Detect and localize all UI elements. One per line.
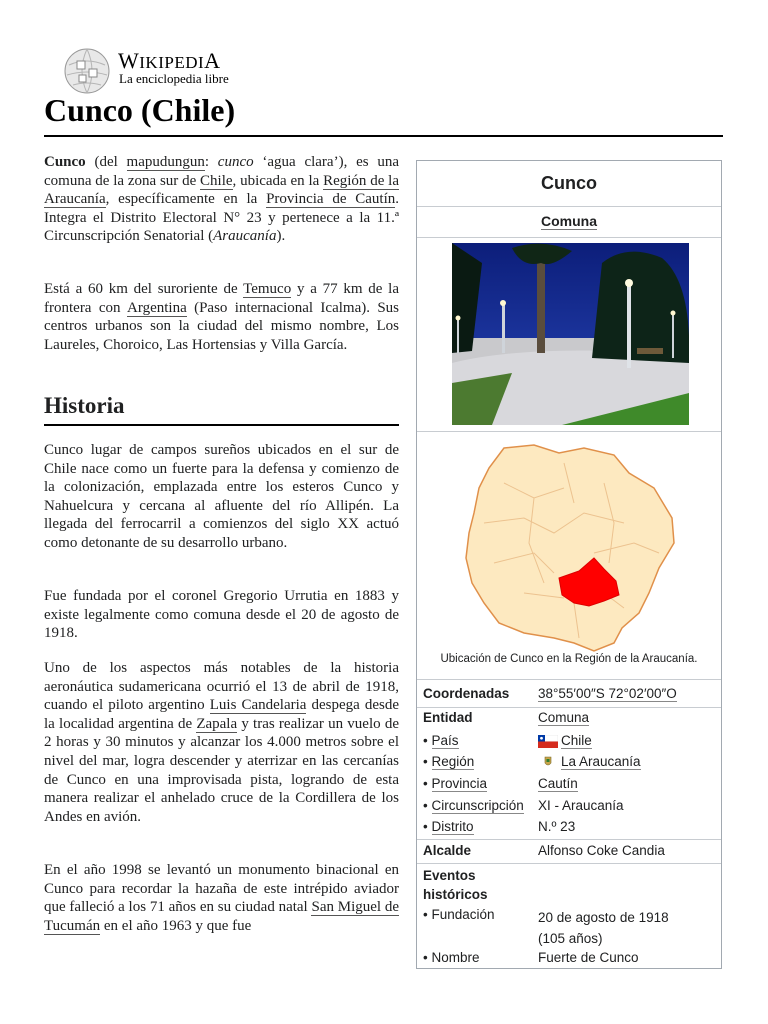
label-pais xyxy=(423,733,459,748)
paragraph-text: (del xyxy=(85,154,127,170)
infobox-subtitle-link[interactable]: Comuna xyxy=(541,213,597,229)
value-pais xyxy=(538,733,592,748)
paragraph-text: Uno de los aspectos más notables de la historia aeronáutica sudamericana ocurrió el 13 de abril de 1918, cuando el piloto argentino xyxy=(44,660,399,714)
wikipedia-globe-icon[interactable] xyxy=(63,47,111,95)
bullet: • xyxy=(423,776,428,791)
history-paragraph-2 xyxy=(44,587,399,643)
label-nombre-text: Nombre xyxy=(431,950,480,965)
article-link[interactable]: Argentina xyxy=(127,299,187,316)
wordmark-a: A xyxy=(204,48,221,73)
history-paragraph-1 xyxy=(44,441,399,553)
paragraph-text: ). xyxy=(276,228,286,245)
bullet: • xyxy=(423,754,428,769)
row-divider xyxy=(417,839,721,840)
article-link[interactable]: San Miguel de Tucumán xyxy=(44,899,399,934)
value-provincia[interactable]: Cautín xyxy=(538,776,578,791)
article-link[interactable]: Temuco xyxy=(243,281,292,297)
map-caption: Ubicación de Cunco en la Región de la Araucanía. xyxy=(440,653,698,665)
link-circunscripcion[interactable]: Circunscripción xyxy=(431,798,524,813)
bullet: • xyxy=(423,950,428,965)
label-entidad: Entidad xyxy=(423,710,473,725)
link-distrito[interactable]: Distrito xyxy=(431,819,474,834)
value-region xyxy=(538,754,641,769)
label-alcalde: Alcalde xyxy=(423,843,472,858)
article-link[interactable]: Zapala xyxy=(196,715,238,732)
link-pais[interactable]: País xyxy=(431,733,459,748)
wordmark-w: W xyxy=(118,48,140,73)
value-fundacion xyxy=(538,907,669,949)
value-coordenadas[interactable]: 38°55′00″S 72°02′00″O xyxy=(538,686,677,701)
article-link[interactable]: Región de la Araucanía xyxy=(44,172,399,208)
araucania-coat-icon xyxy=(538,755,558,769)
paragraph-text: En el año 1998 se levantó un monumento binacional en Cunco para recordar la hazaña de este intrépido aviador que falleció a los 71 años en su ciudad natal xyxy=(44,862,399,916)
link-provincia[interactable]: Provincia xyxy=(431,776,488,791)
label-distrito xyxy=(423,819,474,834)
section-heading-historia: Historia xyxy=(44,393,125,418)
bold-term: Cunco xyxy=(44,154,86,170)
value-fundacion-age: (105 años) xyxy=(538,931,603,946)
infobox-divider xyxy=(417,431,721,432)
page-title: Cunco (Chile) xyxy=(44,92,236,128)
bullet: • xyxy=(423,907,428,922)
label-coordenadas: Coordenadas xyxy=(423,686,510,701)
infobox-title: Cunco xyxy=(417,161,721,207)
label-eventos-2: históricos xyxy=(423,887,488,902)
wordmark-mid: IKIPEDI xyxy=(139,53,205,72)
paragraph-text: Está a 60 km del suroriente de xyxy=(44,281,244,297)
label-fundacion xyxy=(423,907,495,922)
history-paragraph-4 xyxy=(44,861,399,935)
label-eventos-1: Eventos xyxy=(423,868,476,883)
value-nombre: Fuerte de Cunco xyxy=(538,950,639,965)
paragraph-text: despega desde la localidad argentina de xyxy=(44,697,399,732)
paragraph-text: , específicamente en la xyxy=(105,191,267,208)
link-region[interactable]: Región xyxy=(431,754,475,769)
chile-flag-icon xyxy=(538,735,558,748)
paragraph-text: Fue fundada por el coronel Gregorio Urrutia en 1883 y existe legalmente como comuna desde el 20 de agosto de 1918. xyxy=(44,588,399,642)
intro-paragraph xyxy=(44,153,399,246)
paragraph-text: . Integra el Distrito Electoral N° 23 y pertenece a la 11.ª Circunscripción Senatorial ( xyxy=(44,191,399,245)
value-circunscripcion: XI - Araucanía xyxy=(538,798,624,813)
label-circunscripcion xyxy=(423,798,524,813)
value-alcalde: Alfonso Coke Candia xyxy=(538,843,665,858)
infobox-subtitle xyxy=(417,207,721,238)
paragraph-text: , ubicada en la xyxy=(232,172,324,189)
label-provincia xyxy=(423,776,487,791)
infobox xyxy=(416,160,722,969)
label-fundacion-text: Fundación xyxy=(431,907,495,922)
paragraph-text: (Paso internacional Icalma). Sus centros urbanos son la ciudad del mismo nombre, Los Laureles, Choroico, Las Hortensias y Villa García. xyxy=(44,299,399,353)
article-link[interactable]: Luis Candelaria xyxy=(209,697,307,714)
paragraph-text: y a 77 km de la frontera con xyxy=(44,281,400,316)
paragraph-text: ‘agua clara’), es una comuna de la zona sur de xyxy=(44,154,400,189)
location-paragraph xyxy=(44,280,399,354)
article-link[interactable]: mapudungun xyxy=(126,154,205,170)
article-link[interactable]: Chile xyxy=(200,172,233,189)
paragraph-text: Cunco lugar de campos sureños ubicados en el sur de Chile nace como un fuerte para la defensa y comienzo de la colonización, emplazada entre los esteros Cunco y Nahuelcura y cercana al afluente del río Allipén. La llegada del ferrocarril a comienzos del siglo XX actuó como detonante de su desarrollo urbano. xyxy=(44,442,399,551)
wikipedia-tagline: La enciclopedia libre xyxy=(119,71,229,86)
italic-term: cunco xyxy=(217,154,254,170)
label-nombre xyxy=(423,950,480,965)
locator-map[interactable] xyxy=(464,443,678,653)
bullet: • xyxy=(423,819,428,834)
row-divider xyxy=(417,707,721,708)
paragraph-text: : xyxy=(204,154,218,170)
paragraph-text: y tras realizar un vuelo de 2 horas y 30 minutos y alcanzar los 4.000 metros sobre el nivel del mar, logra descender y aterrizar en las cercanías de Cunco en una improvisada pista, logrando de esta manera realizar el anhelado cruce de la Cordillera de los Andes en avión. xyxy=(44,715,399,825)
value-distrito: N.º 23 xyxy=(538,819,576,834)
label-region xyxy=(423,754,474,769)
town-plaza-photo[interactable] xyxy=(452,243,689,425)
history-paragraph-3 xyxy=(44,659,399,826)
link-chile[interactable]: Chile xyxy=(561,733,592,748)
row-divider xyxy=(417,863,721,864)
section-divider xyxy=(44,424,399,426)
bullet: • xyxy=(423,733,428,748)
italic-term: Araucanía xyxy=(213,228,277,245)
title-divider xyxy=(44,135,723,137)
value-entidad[interactable]: Comuna xyxy=(538,710,590,725)
value-fundacion-date: 20 de agosto de 1918 xyxy=(538,910,669,925)
label-eventos xyxy=(423,866,488,904)
infobox-divider xyxy=(417,679,721,680)
bullet: • xyxy=(423,798,428,813)
link-la-araucania[interactable]: La Araucanía xyxy=(561,754,641,769)
paragraph-text: en el año 1963 y que fue xyxy=(100,917,252,934)
article-link[interactable]: Provincia de Cautín xyxy=(266,191,396,208)
